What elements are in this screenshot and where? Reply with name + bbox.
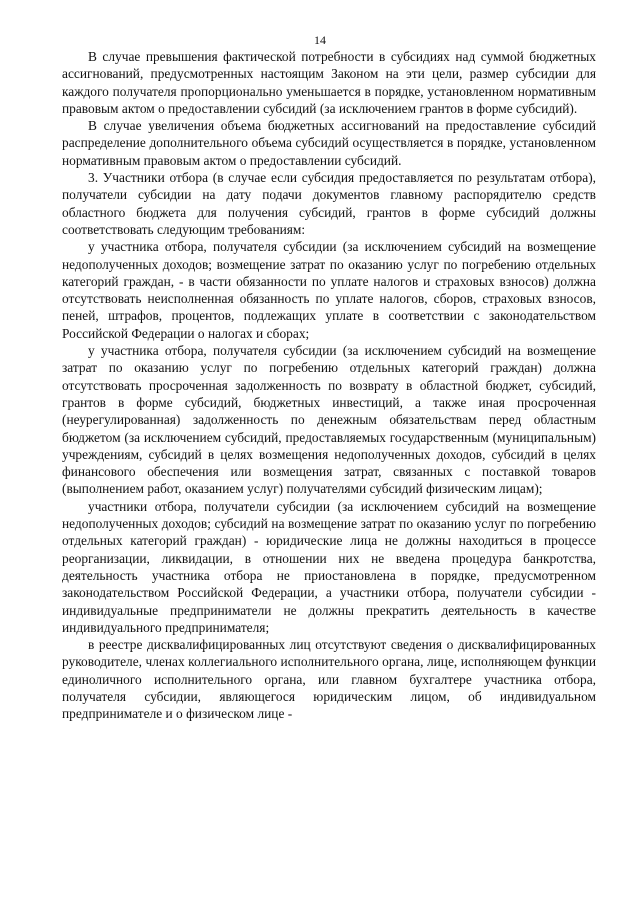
paragraph-reorganization: участники отбора, получатели субсидии (за исключением субсидий на возмещение недополученных доходов; субсидий на возмещение затрат по оказанию услуг по погребению отдельных категорий граждан) - юридические лица не должны находиться в процессе реорганизации, ликвидации, в отношении них не введена процедура банкротства, деятельность участника отбора не приостановлена в порядке, предусмотренном законодательством Российской Федерации, а участники отбора, получатели субсидии - индивидуальные предприниматели не должны прекратить деятельность в качестве индивидуального предпринимателя;	[62, 498, 596, 635]
paragraph-tax-obligations: у участника отбора, получателя субсидии (за исключением субсидий на возмещение недополученных доходов; возмещение затрат по оказанию услуг по погребению отдельных категорий граждан, - в части обязанности по уплате налогов и страховых взносов) должна отсутствовать неисполненная обязанность по уплате налогов, сборов, страховых взносов, пеней, штрафов, процентов, подлежащих уплате в соответствии с законодательством Российской Федерации о налогах и сборах;	[62, 239, 596, 341]
document-body	[62, 48, 596, 723]
paragraph-disqualified-registry: в реестре дисквалифицированных лиц отсутствуют сведения о дисквалифицированных руководителе, членах коллегиального исполнительного органа, лице, исполняющем функции единоличного исполнительного органа, или главном бухгалтере участника отбора, получателя субсидии, являющегося юридическим лицом, об индивидуальном предпринимателе и о физическом лице -	[62, 637, 596, 722]
paragraph-requirements-intro: 3. Участники отбора (в случае если субсидия предоставляется по результатам отбора), получатели субсидии на дату подачи документов главному распорядителю средств областного бюджета для получения субсидий, грантов в форме субсидий должны соответствовать следующим требованиям:	[62, 170, 596, 237]
paragraph-subsidy-reduction: В случае превышения фактической потребности в субсидиях над суммой бюджетных ассигнований, предусмотренных настоящим Законом на эти цели, размер субсидии для каждого получателя пропорционально уменьшается в порядке, установленном нормативным правовым актом о предоставлении субсидий (за исключением грантов в форме субсидий).	[62, 49, 596, 116]
paragraph-subsidy-increase: В случае увеличения объема бюджетных ассигнований на предоставление субсидий распределение дополнительного объема субсидий осуществляется в порядке, установленном нормативным правовым актом о предоставлении субсидий.	[62, 118, 596, 168]
page-number: 14	[314, 33, 326, 47]
paragraph-overdue-debt: у участника отбора, получателя субсидии (за исключением субсидий на возмещение затрат по оказанию услуг по погребению отдельных категорий граждан) должна отсутствовать просроченная задолженность по возврату в областной бюджет, субсидий, грантов в форме субсидий, бюджетных инвестиций, а также иная просроченная (неурегулированная) задолженность по денежным обязательствам перед областным бюджетом (за исключением субсидий, предоставляемых государственным (муниципальным) учреждениям, субсидий в целях возмещения недополученных доходов, субсидий в целях финансового обеспечения или возмещения затрат, связанных с поставкой товаров (выполнением работ, оказанием услуг) получателями субсидий физическим лицам);	[62, 343, 596, 497]
